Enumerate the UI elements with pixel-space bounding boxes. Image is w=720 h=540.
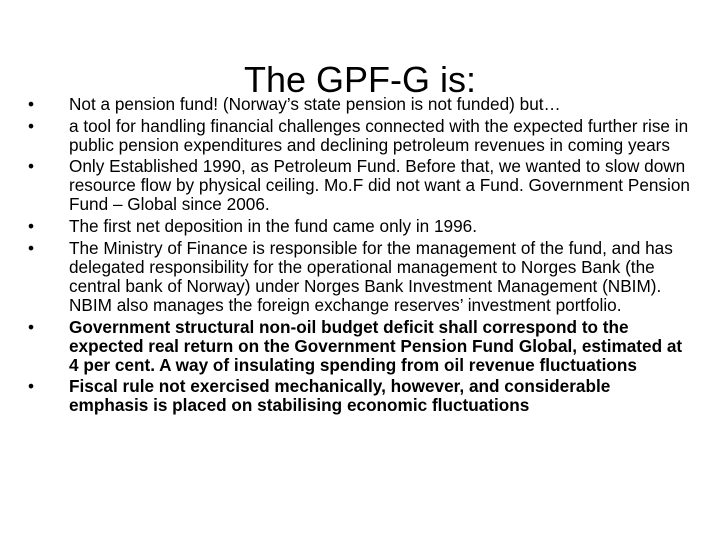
bullet-text: Only Established 1990, as Petroleum Fund. Before that, we wanted to slow down resource flow by physical ceiling. Mo.F did not want a Fund. Government Pension Fund – Global since 2006. (69, 156, 690, 215)
bullet-text: The Ministry of Finance is responsible for the management of the fund, and has delegated responsibility for the operational management to Norges Bank (the central bank of Norway) under Norges Bank Investment Management (NBIM). NBIM also manages the foreign exchange reserves’ investment portfolio. (69, 237, 673, 315)
bullet-list (28, 95, 694, 418)
slide-title: The GPF-G is: (243, 59, 477, 101)
bullet-text: Not a pension fund! (Norway’s state pension is not funded) but… (69, 94, 561, 114)
bullet-text: Fiscal rule not exercised mechanically, however, and considerable emphasis is placed on stabilising economic fluctuations (69, 376, 611, 416)
bullet-text: Government structural non-oil budget deficit shall correspond to the expected real return on the Government Pension Fund Global, estimated at 4 per cent. A way of insulating spending from oil revenue fluctuations (69, 316, 683, 375)
bullet-item (28, 318, 694, 375)
bullet-item (28, 377, 694, 415)
bullet-dot-icon: • (28, 94, 35, 114)
bullet-text: a tool for handling financial challenges connected with the expected further rise in public pension expenditures and declining petroleum revenues in coming years (69, 115, 689, 155)
bullet-dot-icon: • (28, 237, 35, 258)
bullet-item (28, 95, 694, 114)
bullet-dot-icon: • (28, 216, 35, 237)
bullet-dot-icon: • (28, 156, 35, 177)
bullet-dot-icon: • (28, 316, 35, 337)
bullet-text: The first net deposition in the fund came only in 1996. (69, 216, 477, 237)
bullet-item (28, 117, 694, 155)
bullet-dot-icon: • (28, 376, 35, 397)
bullet-item (28, 239, 694, 315)
bullet-item (28, 157, 694, 214)
bullet-item (28, 217, 694, 236)
bullet-dot-icon: • (28, 115, 35, 136)
